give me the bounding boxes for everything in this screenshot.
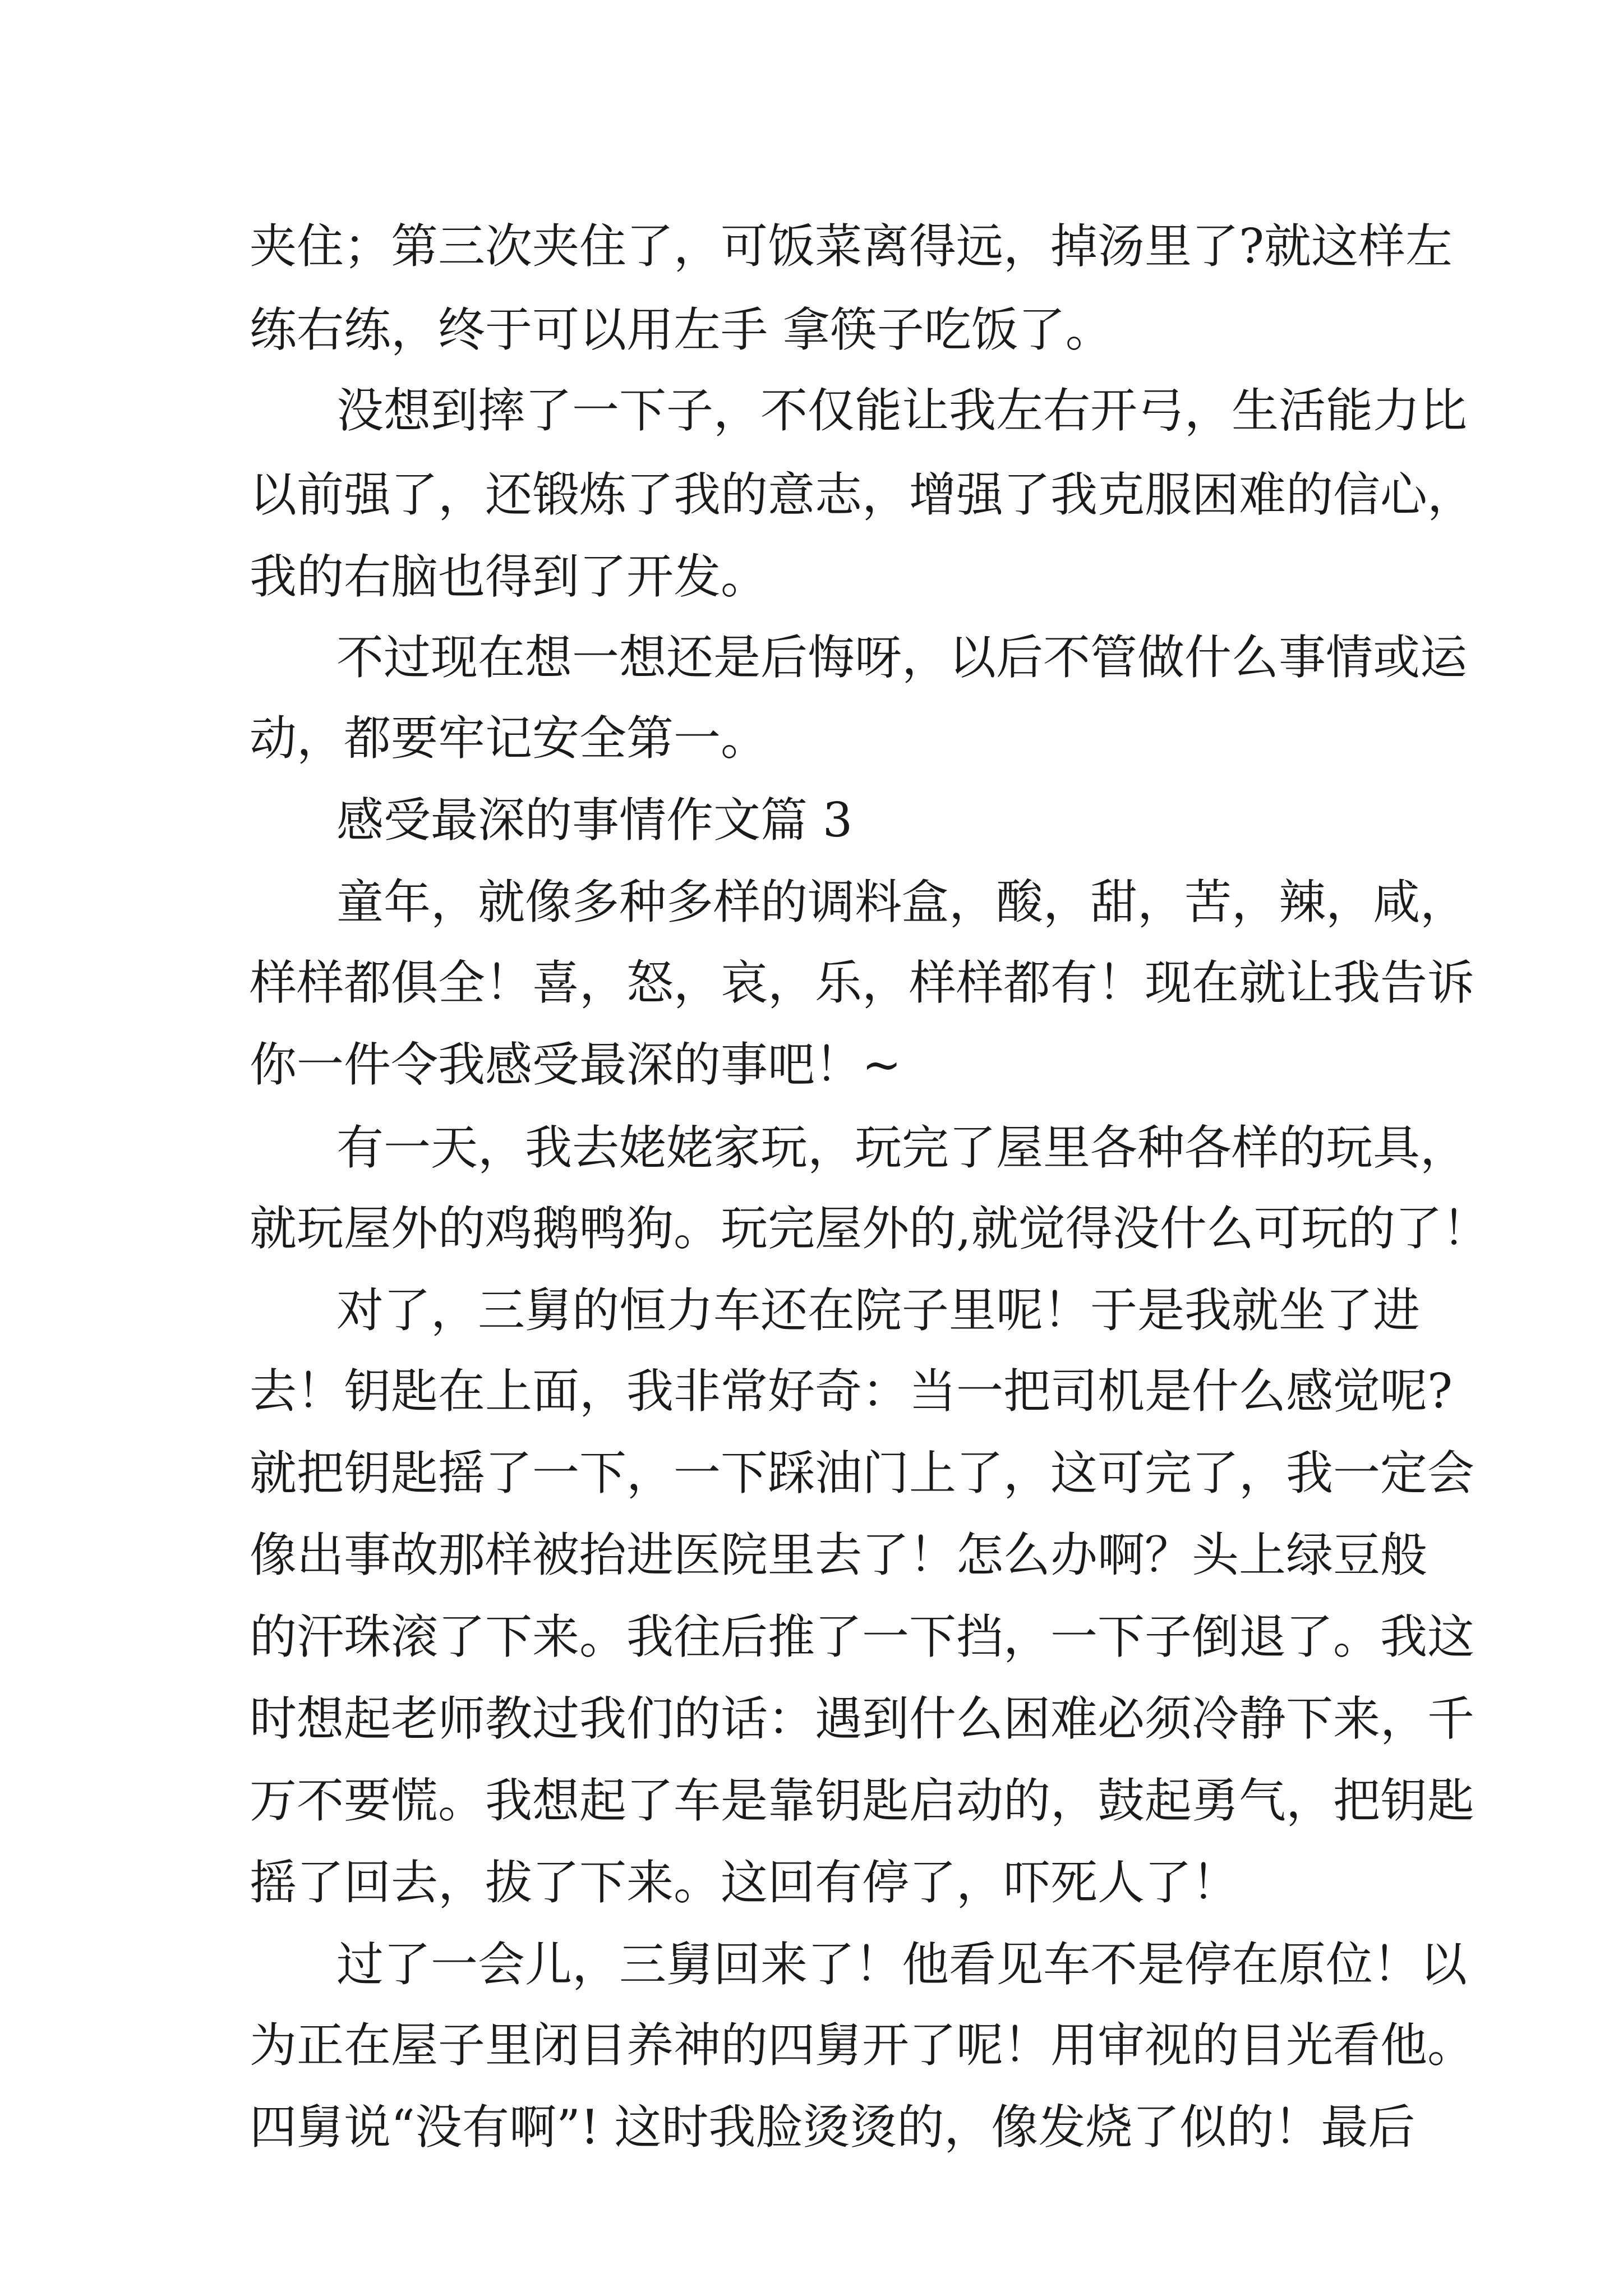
text-line: 不过现在想一想还是后悔呀，以后不管做什么事情或运 bbox=[336, 630, 1468, 685]
text-line: 为正在屋子里闭目养神的四舅开了呢！用审视的目光看他。 bbox=[250, 2018, 1475, 2073]
text-line: 的汗珠滚了下来。我往后推了一下挡，一下子倒退了。我这 bbox=[250, 1609, 1475, 1664]
text-line: 四舅说“没有啊”! 这时我脸烫烫的，像发烧了似的！最后 bbox=[250, 2100, 1415, 2155]
text-line: 有一天，我去姥姥家玩，玩完了屋里各种各样的玩具， bbox=[336, 1120, 1468, 1175]
text-line: 练右练，终于可以用左手 拿筷子吃饭了。 bbox=[250, 302, 1113, 357]
text-line: 童年，就像多种多样的调料盒，酸，甜，苦，辣，咸， bbox=[336, 875, 1468, 930]
text-line: 摇了回去，拔了下来。这回有停了，吓死人了！ bbox=[250, 1855, 1239, 1910]
text-line: 过了一会儿，三舅回来了！他看见车不是停在原位！以 bbox=[336, 1937, 1468, 1992]
text-line: 样样都俱全！喜，怒，哀，乐，样样都有！现在就让我告诉 bbox=[250, 955, 1475, 1010]
section-heading: 感受最深的事情作文篇 3 bbox=[336, 793, 853, 848]
text-line: 没想到摔了一下子，不仅能让我左右开弓，生活能力比 bbox=[336, 383, 1468, 438]
text-line: 你一件令我感受最深的事吧！~ bbox=[250, 1037, 902, 1092]
text-line: 万不要慌。我想起了车是靠钥匙启动的，鼓起勇气，把钥匙 bbox=[250, 1773, 1475, 1828]
text-line: 就玩屋外的鸡鹅鸭狗。玩完屋外的,就觉得没什么可玩的了！ bbox=[250, 1201, 1490, 1256]
text-line: 像出事故那样被抬进医院里去了！怎么办啊？头上绿豆般 bbox=[250, 1527, 1428, 1582]
text-line: 就把钥匙摇了一下，一下踩油门上了，这可完了，我一定会 bbox=[250, 1446, 1475, 1501]
text-line: 动，都要牢记安全第一。 bbox=[250, 711, 768, 766]
text-line: 我的右脑也得到了开发。 bbox=[250, 549, 768, 604]
text-line: 夹住；第三次夹住了，可饭菜离得远，掉汤里了?就这样左 bbox=[250, 219, 1453, 274]
text-line: 时想起老师教过我们的话：遇到什么困难必须冷静下来，千 bbox=[250, 1691, 1475, 1746]
text-line: 去！钥匙在上面，我非常好奇：当一把司机是什么感觉呢? bbox=[250, 1364, 1453, 1419]
text-line: 以前强了，还锻炼了我的意志，增强了我克服困难的信心， bbox=[250, 467, 1475, 522]
text-line: 对了，三舅的恒力车还在院子里呢！于是我就坐了进 bbox=[336, 1283, 1421, 1338]
